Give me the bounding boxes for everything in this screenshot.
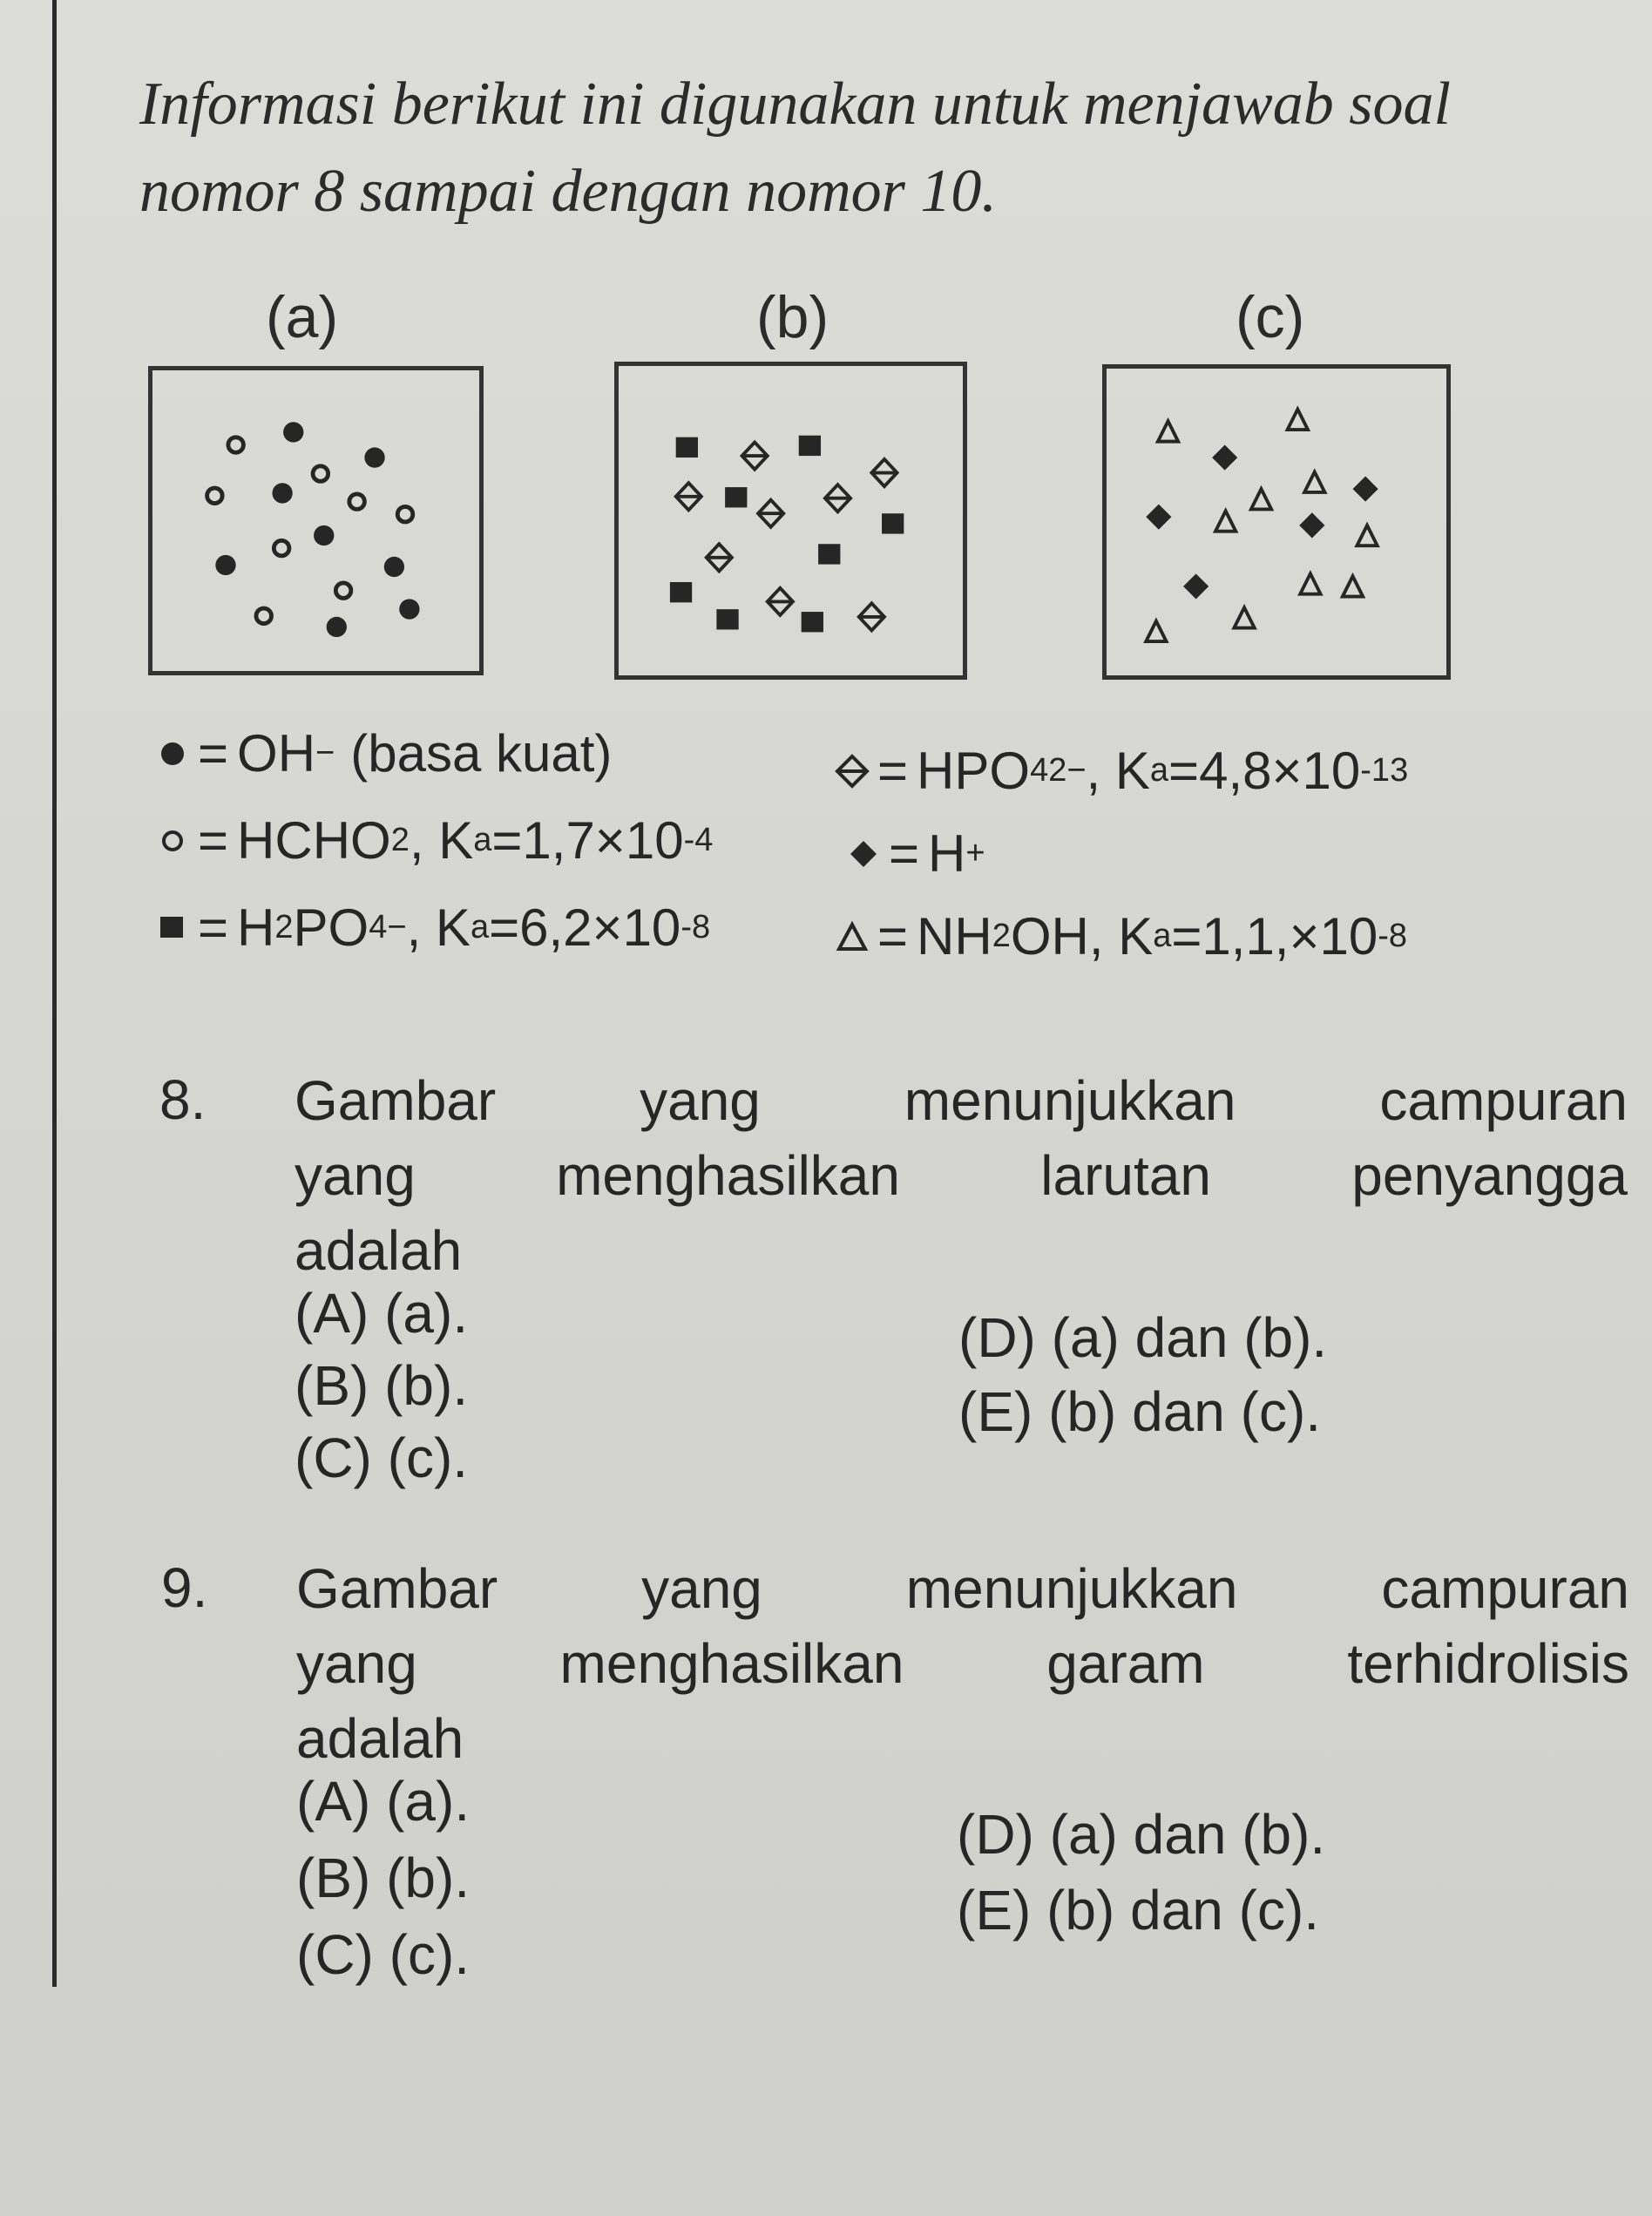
h2po4-particle <box>818 544 840 564</box>
hcho2-particle <box>228 437 243 452</box>
legend-h2po4 <box>152 898 710 958</box>
question-8-option-c[interactable]: (C) (c). <box>295 1427 469 1489</box>
legend-hcho2-sub: 2 <box>390 822 410 858</box>
filled-square-icon <box>152 908 193 948</box>
legend-hcho2-formula: HCHO <box>237 811 391 870</box>
legend-oh-charge: − <box>315 735 335 771</box>
nh2oh-particle <box>1158 421 1178 441</box>
legend-h-charge: + <box>965 835 985 871</box>
nh2oh-particle <box>1300 573 1320 593</box>
question-8-option-a[interactable]: (A) (a). <box>295 1282 469 1345</box>
h-plus-particle <box>1183 573 1209 599</box>
hpo4-particle <box>859 603 884 630</box>
legend-hcho2 <box>152 810 713 871</box>
legend-hpo4-ka: , K <box>1086 742 1150 800</box>
nh2oh-particle <box>1357 525 1377 546</box>
hcho2-particle <box>256 608 271 623</box>
hpo4-particle <box>707 544 732 571</box>
hpo4-particle <box>742 443 768 470</box>
legend-hpo4-ka-value: =4,8×10 <box>1168 742 1361 800</box>
legend-h2po4-ka-exp: -8 <box>680 909 711 945</box>
legend-hpo4-sub: 4 <box>1030 752 1049 789</box>
intro-line-2: nomor 8 sampai dengan nomor 10. <box>139 158 997 225</box>
hcho2-particle <box>313 466 328 481</box>
legend-h2po4-ka: , K <box>406 898 471 957</box>
panel-b-label: (b) <box>756 284 829 350</box>
legend-h2po4-sub1: 2 <box>274 909 294 945</box>
h-plus-particle <box>1146 505 1171 530</box>
legend-hcho2-ka-exp: -4 <box>683 822 714 858</box>
hcho2-particle <box>335 583 350 598</box>
question-9-option-d[interactable]: (D) (a) dan (b). <box>957 1803 1326 1866</box>
legend-nh2oh-f1: NH <box>917 907 992 966</box>
filled-circle-icon <box>152 734 193 774</box>
question-8-line-1: Gambar yang menunjukkan campuran <box>295 1069 1628 1132</box>
question-9-line-1: Gambar yang menunjukkan campuran <box>296 1557 1629 1620</box>
open-triangle-icon <box>832 917 872 957</box>
question-9-option-b[interactable]: (B) (b). <box>296 1847 471 1909</box>
panel-a-particles <box>152 370 479 671</box>
legend-nh2oh <box>832 906 1407 966</box>
legend-nh2oh-sub1: 2 <box>992 918 1011 954</box>
question-8-line-3: adalah <box>295 1219 463 1282</box>
oh-particle <box>399 599 419 619</box>
oh-particle <box>215 555 235 575</box>
legend-hpo4-formula: HPO <box>917 742 1031 800</box>
panel-a-label: (a) <box>266 284 339 350</box>
hpo4-particle <box>676 483 701 510</box>
h2po4-particle <box>670 582 692 602</box>
legend-equals: = <box>198 724 229 783</box>
oh-particle <box>364 447 384 467</box>
legend-nh2oh-ka-exp: -8 <box>1378 918 1408 954</box>
nh2oh-particle <box>1146 621 1166 641</box>
legend-hpo4-ka-exp: -13 <box>1360 752 1409 789</box>
oh-particle <box>384 557 404 577</box>
nh2oh-particle <box>1288 410 1308 430</box>
oh-particle <box>314 525 334 546</box>
h2po4-particle <box>716 609 738 629</box>
legend-h2po4-ka-sub: a <box>470 909 490 945</box>
hcho2-particle <box>349 494 364 509</box>
question-8-option-b[interactable]: (B) (b). <box>295 1354 469 1417</box>
h2po4-particle <box>725 487 747 507</box>
legend-equals: = <box>877 907 909 966</box>
legend-oh <box>152 723 612 783</box>
legend-oh-formula: OH <box>237 724 316 783</box>
legend-equals: = <box>198 811 229 870</box>
nh2oh-particle <box>1304 472 1324 492</box>
question-9-number: 9. <box>161 1556 208 1619</box>
oh-particle <box>272 483 292 503</box>
legend-equals: = <box>877 742 909 800</box>
panel-c-label: (c) <box>1236 284 1305 350</box>
nh2oh-particle <box>1343 576 1363 596</box>
hcho2-particle <box>397 506 412 521</box>
oh-particle <box>327 617 347 637</box>
legend-oh-note: (basa kuat) <box>350 724 613 783</box>
legend-hpo4 <box>832 741 1408 801</box>
hpo4-particle <box>768 588 793 615</box>
question-9-option-c[interactable]: (C) (c). <box>296 1923 471 1986</box>
margin-rule <box>52 0 57 1987</box>
nh2oh-particle <box>1215 511 1236 531</box>
h2po4-particle <box>676 437 698 457</box>
panel-a-box <box>148 366 484 675</box>
question-8-number: 8. <box>159 1068 206 1131</box>
h-plus-particle <box>1299 512 1324 538</box>
filled-diamond-icon <box>843 834 884 874</box>
legend-h-plus <box>843 823 985 884</box>
legend-hpo4-ka-sub: a <box>1149 752 1169 789</box>
legend-nh2oh-ka-sub: a <box>1153 918 1172 954</box>
question-9-text <box>296 1551 1629 1776</box>
h-plus-particle <box>1353 476 1378 501</box>
panel-c-particles <box>1107 369 1446 675</box>
panel-b-box <box>614 362 967 680</box>
legend-nh2oh-ka-value: =1,1,×10 <box>1171 907 1378 966</box>
question-9-option-a[interactable]: (A) (a). <box>296 1770 471 1833</box>
legend-hcho2-ka-value: =1,7×10 <box>491 811 684 870</box>
legend-nh2oh-ka: , K <box>1088 907 1154 966</box>
question-8-option-d[interactable]: (D) (a) dan (b). <box>958 1306 1328 1369</box>
h2po4-particle <box>802 612 823 632</box>
legend-equals: = <box>198 898 229 957</box>
panel-c-box <box>1102 364 1451 680</box>
nh2oh-particle <box>1234 607 1254 627</box>
oh-particle <box>283 422 303 442</box>
nh2oh-particle <box>1251 489 1271 509</box>
hpo4-particle <box>758 500 783 527</box>
legend-nh2oh-f2: OH <box>1010 907 1089 966</box>
legend-hpo4-charge: 2− <box>1048 752 1087 789</box>
legend-hcho2-ka: , K <box>409 811 474 870</box>
hcho2-particle <box>207 488 222 503</box>
legend-h2po4-charge: − <box>387 909 407 945</box>
question-9-line-2: yang menghasilkan garam terhidrolisis <box>296 1632 1629 1695</box>
h2po4-particle <box>799 436 821 456</box>
h-plus-particle <box>1212 445 1237 471</box>
question-9-option-e[interactable]: (E) (b) dan (c). <box>957 1879 1320 1942</box>
question-8-line-2: yang menghasilkan larutan penyangga <box>295 1144 1628 1207</box>
open-circle-icon <box>152 821 193 861</box>
legend-equals: = <box>889 824 920 883</box>
h2po4-particle <box>882 513 904 533</box>
question-8-text <box>295 1063 1628 1288</box>
intro-line-1: Informasi berikut ini digunakan untuk menjawab soal <box>139 71 1451 138</box>
hcho2-particle <box>274 540 288 555</box>
crossed-diamond-icon <box>832 751 872 791</box>
legend-h-formula: H <box>928 824 966 883</box>
legend-hcho2-ka-sub: a <box>473 822 492 858</box>
hpo4-particle <box>825 485 850 512</box>
panel-b-particles <box>619 366 963 675</box>
question-9-line-3: adalah <box>296 1707 464 1770</box>
hpo4-particle <box>871 459 897 486</box>
legend-h2po4-f1: H <box>237 898 275 957</box>
legend-h2po4-sub2: 4 <box>369 909 388 945</box>
intro-text <box>139 61 1568 235</box>
legend-h2po4-ka-value: =6,2×10 <box>489 898 681 957</box>
question-8-option-e[interactable]: (E) (b) dan (c). <box>958 1380 1322 1443</box>
legend-h2po4-f2: PO <box>293 898 369 957</box>
